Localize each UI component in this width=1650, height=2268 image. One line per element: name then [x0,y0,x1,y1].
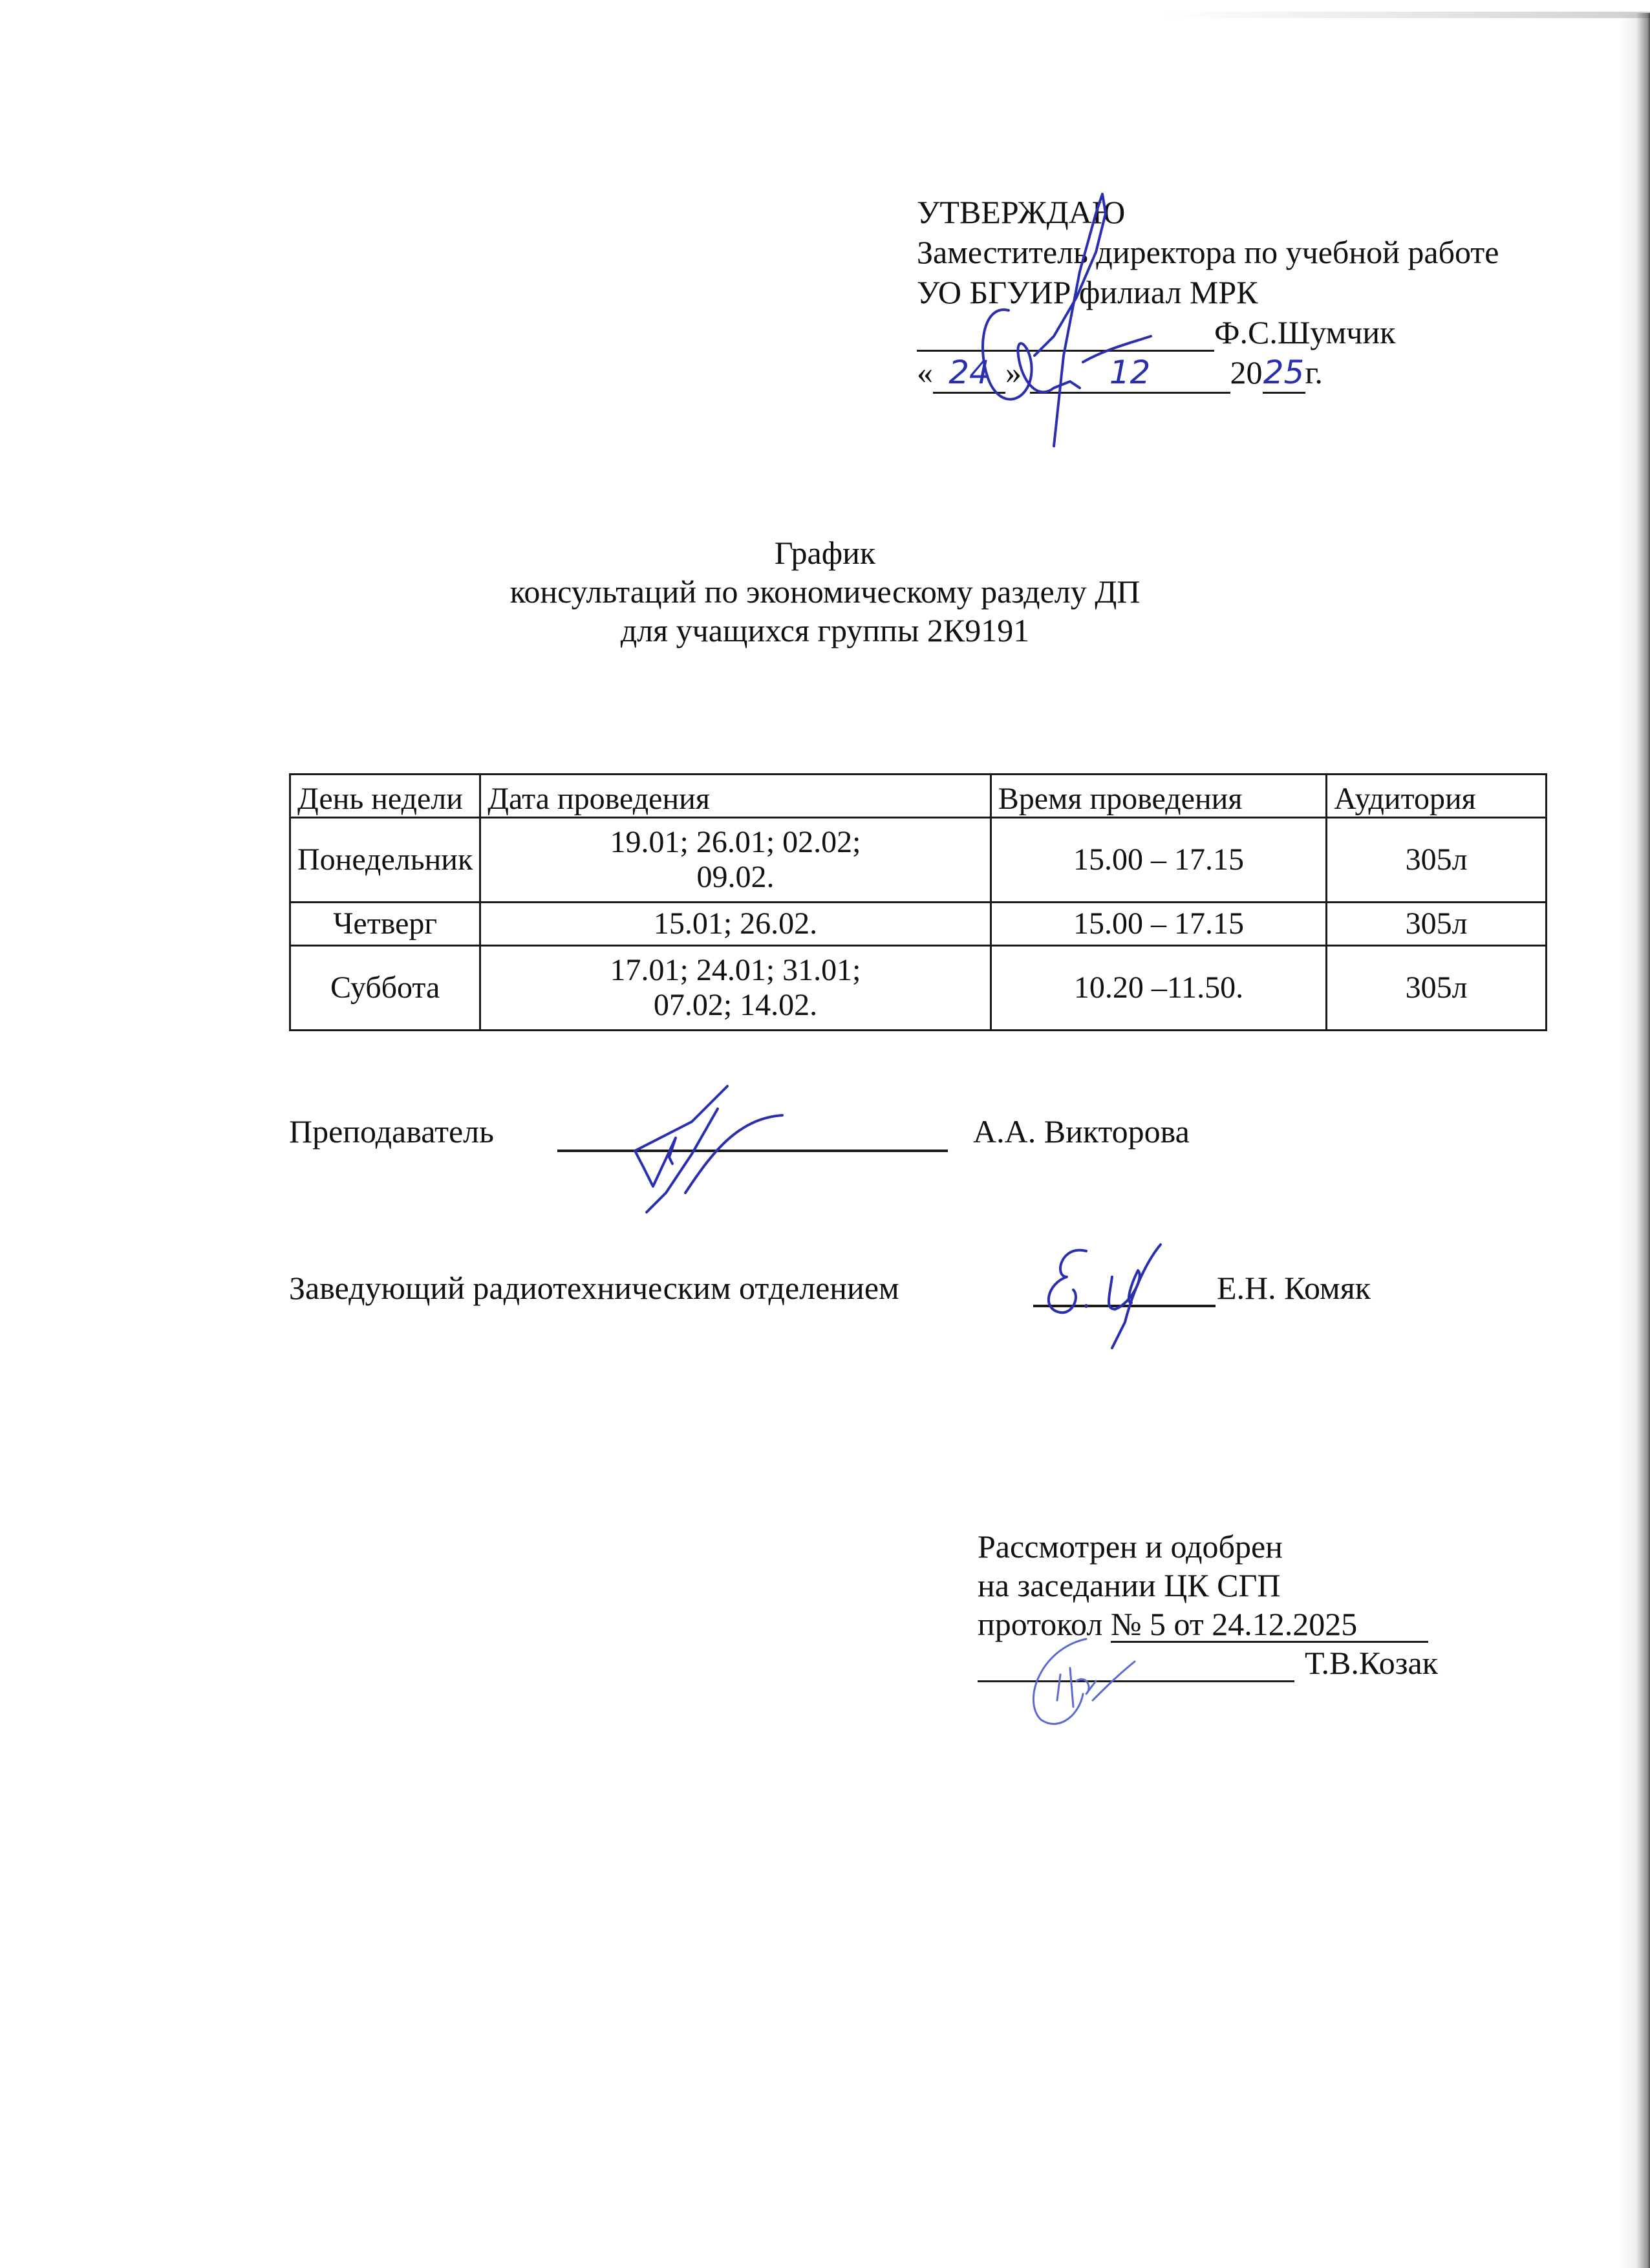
review-signatory: Т.В.Козак [1305,1645,1438,1681]
review-protocol-value: № 5 от 24.12.2025 [1111,1607,1428,1643]
cell-dates: 15.01; 26.02. [480,903,991,946]
date-quote-open: « [917,354,933,390]
title-line-3: для учащихся группы 2К9191 [620,612,1030,648]
cell-dates [480,818,991,903]
dates-line-2: 09.02. [696,860,775,894]
table-header-row [290,775,1547,818]
title-line-1: График [774,535,876,571]
cell-time: 15.00 – 17.15 [991,903,1327,946]
table-row [290,946,1547,1031]
cell-room: 305л [1327,903,1547,946]
date-year-suffix: 25 [1263,353,1305,394]
dates-line-1: 17.01; 24.01; 31.01; [610,953,861,987]
date-day: 24 [933,353,1005,394]
cell-time: 15.00 – 17.15 [991,818,1327,903]
cell-dates [480,946,991,1031]
cell-day: Понедельник [290,818,480,903]
review-signature-icon [1022,1636,1190,1733]
document-title [0,533,1650,650]
teacher-signature-icon [621,1083,879,1212]
dates-line-1: 19.01; 26.01; 02.02; [610,825,861,859]
header-day: День недели [290,775,480,818]
scan-artifact-top [1164,12,1650,18]
table-row [290,818,1547,903]
approval-heading: УТВЕРЖДАЮ [917,194,1126,230]
approval-signatory: Ф.С.Шумчик [1214,314,1396,350]
review-line-1: Рассмотрен и одобрен [978,1528,1283,1565]
head-label: Заведующий радиотехническим отделением [289,1270,899,1306]
cell-time: 10.20 –11.50. [991,946,1327,1031]
review-protocol-prefix: протокол [978,1606,1111,1642]
date-suffix: г. [1305,354,1323,390]
header-time: Время проведения [991,775,1327,818]
scan-artifact-right [1619,13,1650,2268]
cell-room: 305л [1327,818,1547,903]
date-year-prefix: 20 [1230,354,1263,390]
cell-day: Четверг [290,903,480,946]
head-signature-icon [1034,1238,1228,1348]
teacher-label: Преподаватель [289,1113,494,1150]
approval-signature-icon [957,187,1203,407]
cell-room: 305л [1327,946,1547,1031]
table-row [290,903,1547,946]
header-room: Аудитория [1327,775,1547,818]
head-name: Е.Н. Комяк [1217,1270,1371,1306]
approval-organization: УО БГУИР филиал МРК [917,274,1258,310]
date-quote-close: » [1005,354,1022,390]
teacher-name: А.А. Викторова [973,1113,1190,1150]
date-month: 12 [1030,353,1230,394]
dates-line-2: 07.02; 14.02. [653,988,818,1022]
title-line-2: консультаций по экономическому разделу ДП [509,573,1141,610]
header-dates: Дата проведения [480,775,991,818]
schedule-table [289,773,1547,1031]
approval-position: Заместитель директора по учебной работе [917,234,1499,270]
cell-day: Суббота [290,946,480,1031]
review-line-2: на заседании ЦК СГП [978,1567,1281,1603]
